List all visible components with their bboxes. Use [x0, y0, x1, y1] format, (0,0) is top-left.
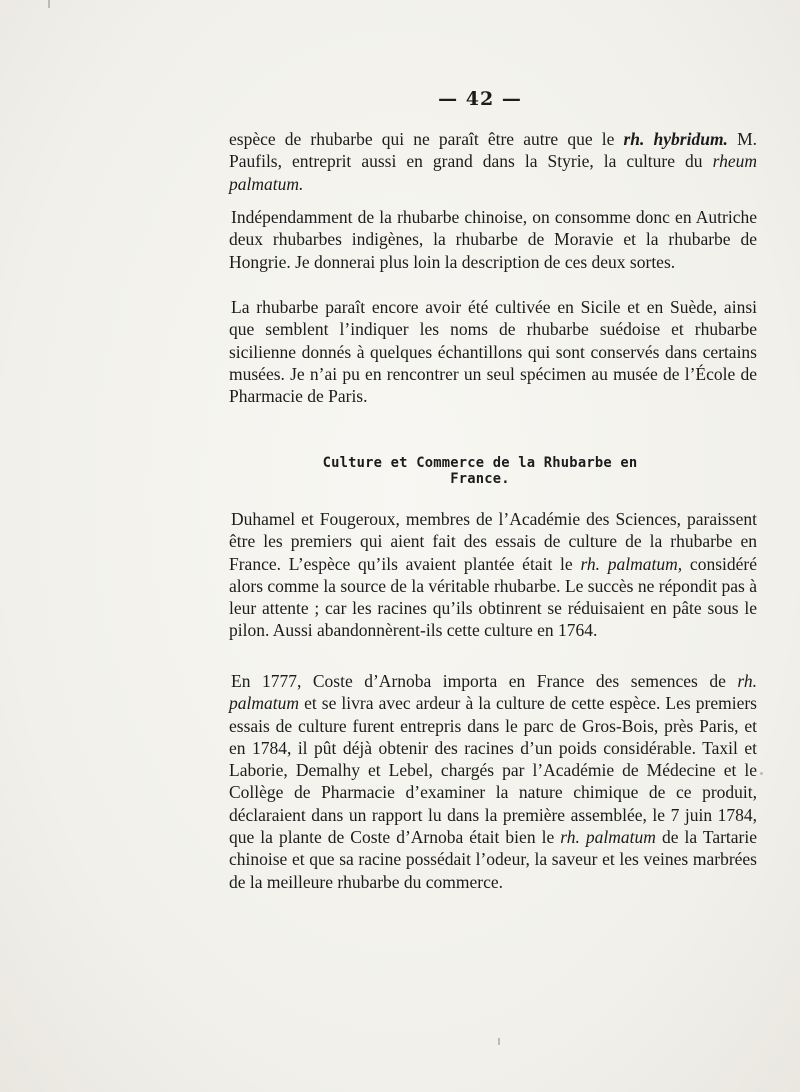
- paragraph-5-text-c: de la Tartarie chinoise et que sa racine possédait l’odeur, la saveur et les veines marbrées de la meilleure rhubarbe du commerce.: [229, 827, 757, 892]
- paragraph-1-text-b: M. Paufils, entreprit aussi en grand dans la Styrie, la culture du: [229, 129, 758, 172]
- paragraph-2: [229, 206, 757, 273]
- paragraph-2-text: Indépendamment de la rhubarbe chinoise, on consomme donc en Autriche deux rhubarbes indigènes, la rhubarbe de Moravie et la rhubarbe de Hongrie. Je donnerai plus loin la description de ces deux sortes.: [229, 207, 757, 272]
- paragraph-5-text-a: En 1777, Coste d’Arnoba importa en France des semences de: [231, 671, 738, 691]
- paragraph-4: [229, 508, 757, 642]
- page-edge-mark: [498, 1038, 500, 1045]
- paragraph-4-text-b: considéré alors comme la source de la véritable rhubarbe. Le succès ne répondit pas à leur attente ; car les racines qu’ils obtinrent se réduisaient en pâte sous le pilon. Aussi abandonnèrent-ils cette culture en 1764.: [229, 553, 757, 641]
- paragraph-3: [229, 296, 757, 407]
- paragraph-5-text-b: et se livra avec ardeur à la culture de cette espèce. Les premiers essais de culture furent entrepris dans le parc de Gros-Bois, près Paris, et en 1784, il pût déjà obtenir des racines d’un poids considérable. Taxil et Laborie, Demalhy et Lebel, chargés par l’Académie de Médecine et le Collège de Pharmacie d’examiner la nature chimique de ce produit, déclaraient dans un rapport lu dans la première assemblée, le 7 juin 1784, que la plante de Coste d’Arnoba était bien le: [229, 693, 757, 848]
- page-number: — 42 —: [438, 88, 522, 110]
- paragraph-1: [229, 128, 757, 195]
- species-name-hybridum: rh. hybridum.: [623, 129, 728, 149]
- species-name-palmatum: rheum palmatum.: [229, 151, 757, 194]
- paragraph-1-text-a: espèce de rhubarbe qui ne paraît être autre que le: [229, 129, 624, 149]
- paragraph-4-text-a: Duhamel et Fougeroux, membres de l’Académie des Sciences, paraissent être les premiers qui aient fait des essais de culture de la rhubarbe en France. L’espèce qu’ils avaient plantée était le: [229, 509, 757, 574]
- species-name-palmatum: rh. palmatum,: [580, 553, 683, 574]
- paragraph-5: [229, 670, 757, 893]
- page-edge-mark: [760, 772, 763, 775]
- species-name-palmatum: rh. palmatum: [560, 827, 656, 848]
- section-title: Culture et Commerce de la Rhubarbe en France.: [322, 455, 638, 487]
- paragraph-3-text: La rhubarbe paraît encore avoir été cultivée en Sicile et en Suède, ainsi que semblent l’indiquer les noms de rhubarbe suédoise et rhubarbe sicilienne donnés à quelques échantillons qui sont conservés dans certains musées. Je n’ai pu en rencontrer un seul spécimen au musée de l’École de Pharmacie de Paris.: [229, 297, 757, 407]
- species-name-palmatum: rh. palmatum: [229, 671, 757, 714]
- page-edge-mark: [48, 0, 50, 8]
